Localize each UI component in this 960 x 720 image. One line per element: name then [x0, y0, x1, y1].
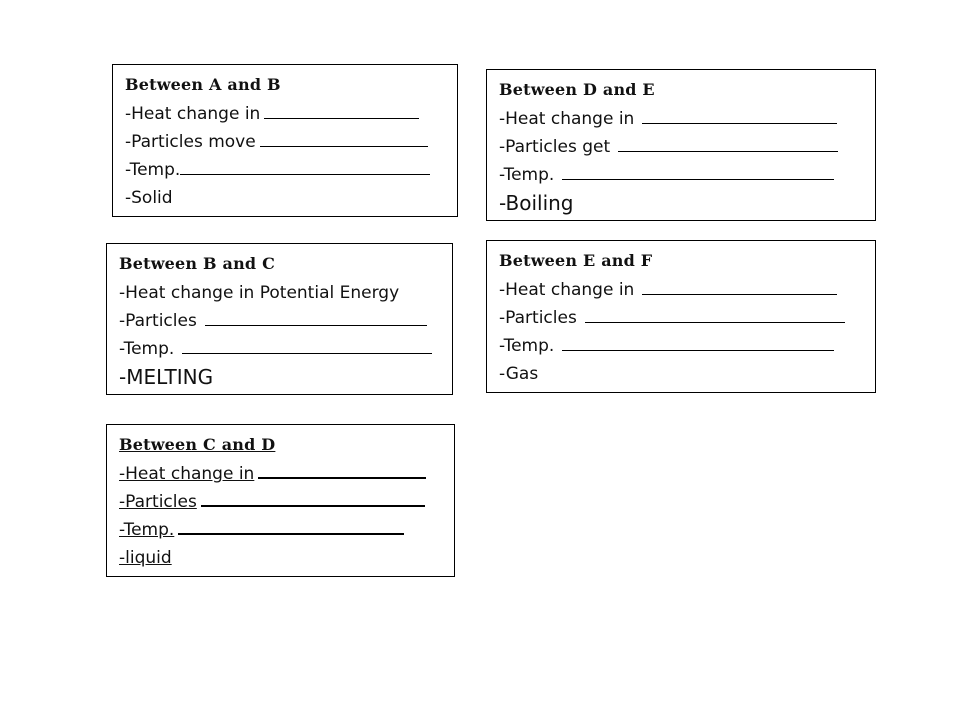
particles-label: -Particles move — [125, 132, 256, 152]
card-between-e-and-f — [486, 240, 876, 393]
phase-line — [499, 189, 865, 217]
heat-change-blank[interactable] — [258, 460, 426, 479]
card-between-c-and-d — [106, 424, 455, 577]
phase-label: -Boiling — [499, 191, 574, 215]
card-between-b-and-c — [106, 243, 453, 395]
particles-blank[interactable] — [201, 488, 425, 507]
temp-label: -Temp. — [499, 165, 555, 185]
particles-blank[interactable] — [585, 305, 845, 323]
phase-label: -MELTING — [119, 365, 214, 389]
particles-line — [499, 133, 865, 161]
temp-label: -Temp. — [125, 160, 181, 180]
particles-blank[interactable] — [205, 308, 427, 326]
heat-change-label: -Heat change in — [125, 104, 261, 124]
temp-line — [499, 332, 865, 360]
particles-label: -Particles — [499, 308, 577, 328]
heat-change-label: -Heat change in — [499, 109, 635, 129]
heat-change-line — [125, 100, 447, 128]
heat-change-blank[interactable] — [264, 101, 419, 119]
temp-line — [119, 516, 444, 544]
heat-change-label: -Heat change in Potential Energy — [119, 283, 400, 303]
heat-change-line — [499, 105, 865, 133]
phase-line — [499, 360, 865, 388]
heat-change-line — [499, 276, 865, 304]
card-title: Between E and F — [499, 251, 653, 270]
temp-label: -Temp. — [119, 520, 175, 540]
temp-line — [119, 335, 442, 363]
heat-change-label: -Heat change in — [119, 464, 255, 484]
particles-blank[interactable] — [260, 129, 428, 147]
particles-line — [119, 307, 442, 335]
card-title: Between D and E — [499, 80, 655, 99]
card-title: Between B and C — [119, 254, 276, 273]
particles-label: -Particles — [119, 492, 197, 512]
temp-line — [499, 161, 865, 189]
phase-label: -Solid — [125, 188, 173, 208]
heat-change-blank[interactable] — [642, 277, 837, 295]
temp-blank[interactable] — [180, 157, 430, 175]
heat-change-line — [119, 460, 444, 488]
particles-label: -Particles — [119, 311, 197, 331]
phase-label: -Gas — [499, 364, 539, 384]
phase-line — [119, 363, 442, 391]
card-title: Between A and B — [125, 75, 281, 94]
heat-change-blank[interactable] — [642, 106, 837, 124]
phase-line — [119, 544, 444, 572]
heat-change-label: -Heat change in — [499, 280, 635, 300]
card-between-d-and-e — [486, 69, 876, 221]
card-title: Between C and D — [119, 435, 276, 454]
temp-line — [125, 156, 447, 184]
heat-change-line — [119, 279, 442, 307]
card-between-a-and-b — [112, 64, 458, 217]
particles-label: -Particles get — [499, 137, 611, 157]
phase-line — [125, 184, 447, 212]
phase-label: -liquid — [119, 548, 172, 568]
particles-line — [119, 488, 444, 516]
temp-blank[interactable] — [182, 336, 432, 354]
temp-blank[interactable] — [562, 162, 834, 180]
particles-blank[interactable] — [618, 134, 838, 152]
temp-blank[interactable] — [178, 516, 404, 535]
particles-line — [499, 304, 865, 332]
particles-line — [125, 128, 447, 156]
temp-label: -Temp. — [499, 336, 555, 356]
temp-label: -Temp. — [119, 339, 175, 359]
temp-blank[interactable] — [562, 333, 834, 351]
